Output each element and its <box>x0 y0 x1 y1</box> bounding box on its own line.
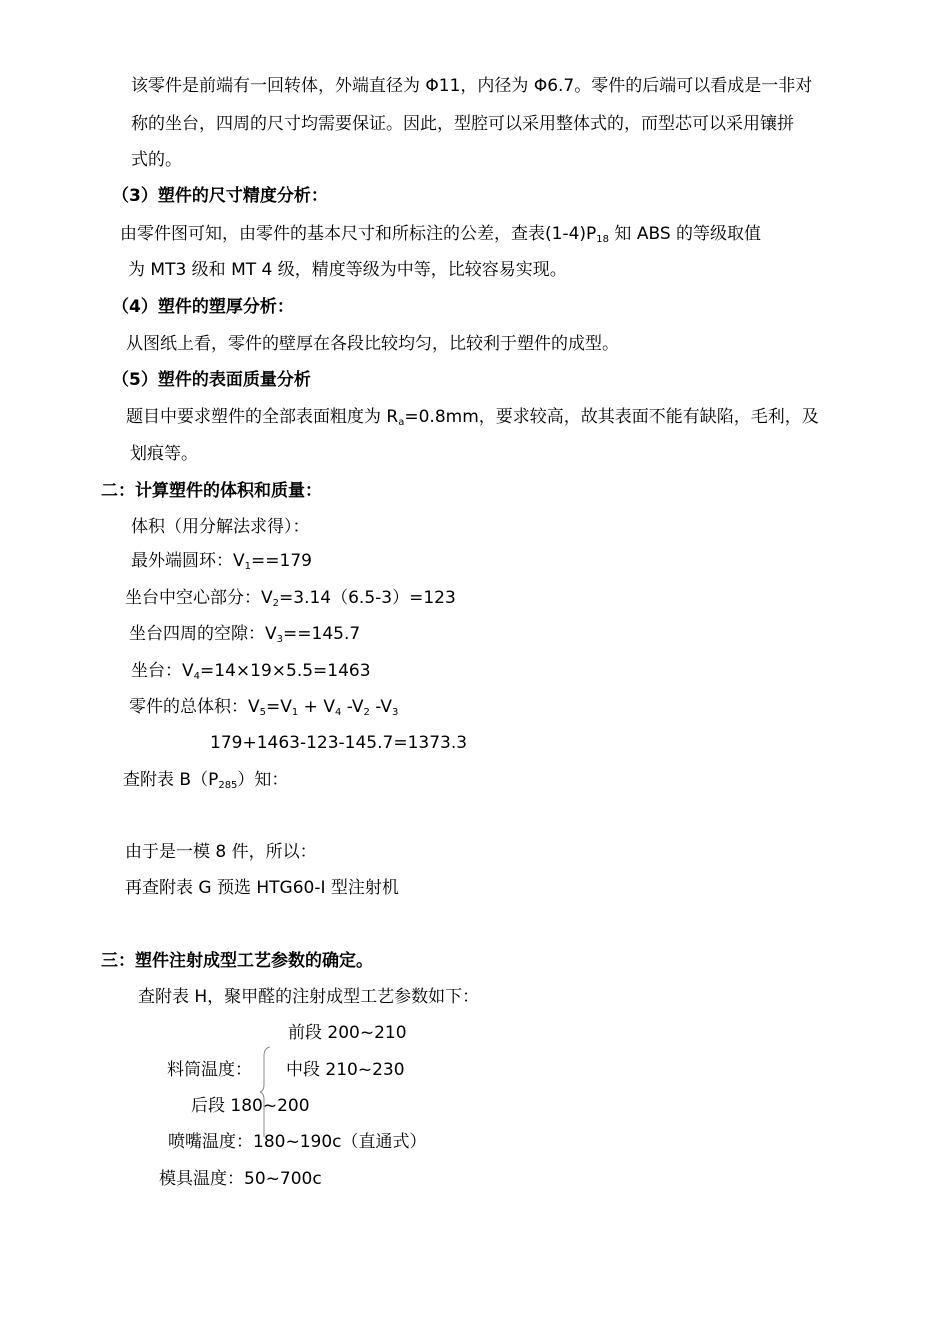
volume-v5-formula: 零件的总体积：$V_5=V_1 + V_4$ $-V_2$ $-V_3$ <box>129 697 399 718</box>
volume-v2: 坐台中空心部分：$V_2=3.14(6.5-3)=123$ <box>125 588 456 609</box>
intro-line-2: 称的坐台，四周的尺寸均需要保证。因此，型腔可以采用整体式的，而型芯可以采用镶拼 <box>131 114 794 134</box>
part-3-intro: 查附表 H，聚甲醛的注射成型工艺参数如下： <box>138 987 480 1007</box>
barrel-front-temp: 前段 200~210 <box>288 1023 407 1043</box>
volume-v4: 坐台：$V_4=14\times 19\times 5.5=1463$ <box>131 661 371 682</box>
barrel-rear-temp: 后段 180~200 <box>191 1096 310 1116</box>
part-3-heading: 三：塑件注射成型工艺参数的确定。 <box>101 951 373 971</box>
intro-line-1: 该零件是前端有一回转体，外端直径为 Φ11，内径为 Φ6.7。零件的后端可以看成是一非对 <box>131 76 813 96</box>
mold-cavity-count: 由于是一模 8 件，所以： <box>125 842 317 862</box>
mold-temp: 模具温度：50~700c <box>159 1169 322 1189</box>
volume-total: 179+1463-123-145.7=1373.3 <box>210 733 468 753</box>
section-3-heading: （3）塑件的尺寸精度分析： <box>112 186 328 206</box>
section-5-line-2: 划痕等。 <box>130 444 198 464</box>
intro-line-3: 式的。 <box>131 150 182 170</box>
part-2-heading: 二：计算塑件的体积和质量： <box>101 481 322 501</box>
volume-label: 体积（用分解法求得）： <box>131 517 310 537</box>
section-5-line-1: 题目中要求塑件的全部表面粗度为 $R_a=0.8mm$，要求较高，故其表面不能有缺陷，毛利，及 <box>126 407 819 428</box>
injection-machine: 再查附表 G 预选 HTG60-I 型注射机 <box>125 878 399 898</box>
barrel-temp-label: 料筒温度： <box>167 1060 252 1080</box>
section-3-line-1: 由零件图可知，由零件的基本尺寸和所标注的公差，查表$(1-4)P_{18}$ 知 ABS 的等级取值 <box>120 224 762 245</box>
volume-v1: 最外端圆环：$V_1==179$ <box>131 551 312 572</box>
volume-v3: 坐台四周的空隙：$V_3==145.7$ <box>129 624 361 645</box>
section-5-heading: （5）塑件的表面质量分析 <box>112 370 311 390</box>
nozzle-temp: 喷嘴温度：180~190c（直通式） <box>168 1132 427 1152</box>
section-4-line-1: 从图纸上看，零件的壁厚在各段比较均匀，比较利于塑件的成型。 <box>126 334 619 354</box>
section-4-heading: （4）塑件的塑厚分析： <box>112 297 294 317</box>
table-b-reference: 查附表 $B(P_{285})$知： <box>123 770 289 791</box>
barrel-middle-temp: 中段 210~230 <box>286 1060 405 1080</box>
brace-icon <box>259 1046 271 1138</box>
section-3-line-2: 为 MT3 级和 MT 4 级，精度等级为中等，比较容易实现。 <box>128 260 567 280</box>
